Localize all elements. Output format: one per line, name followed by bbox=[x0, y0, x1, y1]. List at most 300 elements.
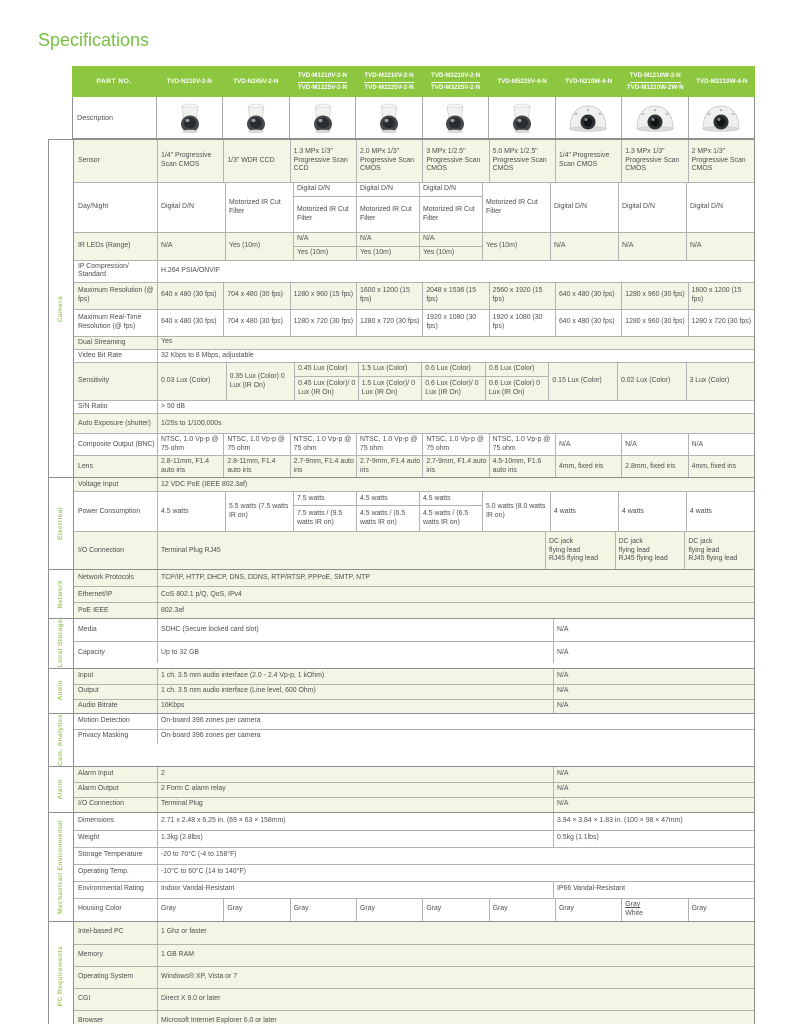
section-rows bbox=[74, 767, 754, 812]
row-label: Memory bbox=[74, 945, 158, 966]
section-label: Alarm bbox=[57, 778, 65, 800]
spec-cell: Gray bbox=[223, 899, 289, 921]
spec-subcell: 4.5 watts bbox=[423, 494, 451, 502]
spec-cell-split bbox=[419, 233, 482, 260]
spec-cell: On-board 396 zones per camera bbox=[161, 716, 261, 724]
section-pc-requirements bbox=[48, 922, 755, 1024]
part-no-header-row bbox=[72, 66, 755, 97]
part-no-text: TVD-M2225V-2-N bbox=[364, 83, 414, 91]
spec-cell-line: flying lead bbox=[618, 546, 650, 554]
spec-row bbox=[74, 260, 754, 282]
spec-cell: N/A bbox=[553, 619, 754, 641]
spec-cell: NTSC, 1.0 Vp-p @ 75 ohm bbox=[223, 434, 289, 455]
spec-row bbox=[74, 714, 754, 729]
spec-cell: 2560 x 1920 (15 fps) bbox=[489, 283, 555, 309]
spec-cell: Direct X 9.0 or later bbox=[161, 994, 221, 1002]
wedge-camera-image bbox=[633, 102, 677, 134]
spec-cell: 1/25s to 1/100,000s bbox=[161, 419, 222, 427]
row-label: Intel-based PC bbox=[74, 922, 158, 944]
section-sidebar bbox=[49, 570, 74, 618]
row-label: Audio Bitrate bbox=[74, 700, 158, 713]
spec-row bbox=[74, 140, 754, 182]
spec-cell-split bbox=[356, 183, 419, 232]
spec-cell: 1600 x 1200 (15 fps) bbox=[688, 283, 754, 309]
section-sidebar bbox=[49, 714, 74, 766]
spec-cell bbox=[615, 532, 685, 569]
section-local-storage bbox=[48, 619, 755, 668]
spec-subcell: 4.5 watts bbox=[360, 494, 388, 502]
row-label: Maximum Real-Time Resolution (@ fps) bbox=[74, 310, 158, 336]
spec-row bbox=[74, 966, 754, 988]
spec-sections bbox=[48, 139, 755, 1024]
spec-cell: Gray bbox=[290, 899, 356, 921]
spec-cell: N/A bbox=[618, 233, 686, 260]
spec-cell: 1 ch. 3.5 mm audio interface (Line level, 600 Ohm) bbox=[161, 687, 316, 695]
spec-cell: 2 Form C alarm relay bbox=[161, 785, 226, 793]
spec-row bbox=[74, 349, 754, 362]
spec-subcell: N/A bbox=[423, 235, 435, 243]
page-title: Specifications bbox=[38, 30, 150, 50]
spec-cell-line: RJ45 flying lead bbox=[618, 555, 668, 563]
spec-row bbox=[74, 433, 754, 455]
spec-row bbox=[74, 336, 754, 349]
part-no-column-3 bbox=[289, 66, 356, 97]
spec-cell: NTSC, 1.0 Vp-p @ 75 ohm bbox=[161, 436, 219, 452]
spec-row bbox=[74, 729, 754, 744]
dome-camera-image bbox=[505, 100, 539, 136]
spec-cell: 2.8mm, fixed iris bbox=[621, 456, 687, 477]
spec-cell: Yes (10m) bbox=[482, 233, 550, 260]
spec-row bbox=[74, 619, 754, 641]
spec-cell: 3 MPx 1/2.5" Progressive Scan CMOS bbox=[422, 140, 488, 182]
spec-cell: SDHC (Secure locked card slot) bbox=[161, 626, 259, 634]
spec-cell-split bbox=[293, 183, 356, 232]
spec-cell: -10°C to 60°C (14 to 140°F) bbox=[161, 868, 246, 876]
spec-cell: N/A bbox=[555, 434, 621, 455]
spec-cell: NTSC, 1.0 Vp-p @ 75 ohm bbox=[422, 434, 488, 455]
spec-cell: Terminal Plug RJ45 bbox=[161, 546, 221, 554]
spec-cell-split bbox=[356, 492, 419, 531]
spec-cell: 2.71 x 2.48 x 6.25 in. (69 × 63 × 158mm) bbox=[161, 816, 286, 824]
spec-row bbox=[74, 182, 754, 232]
wedge-camera-image bbox=[699, 102, 743, 134]
spec-cell: Gray bbox=[422, 899, 488, 921]
part-no-text: TVD-M2210V-2-N bbox=[364, 71, 413, 83]
section-alarm bbox=[48, 767, 755, 813]
description-label: Description bbox=[73, 97, 157, 138]
spec-row bbox=[74, 491, 754, 531]
spec-subcell: 0.45 Lux (Color)/ 0 Lux (IR On) bbox=[295, 376, 358, 400]
part-no-column-8 bbox=[622, 66, 689, 97]
row-label: Voltage Input bbox=[74, 478, 158, 491]
spec-cell: Yes bbox=[161, 338, 173, 346]
spec-row bbox=[74, 684, 754, 699]
section-electrical bbox=[48, 478, 755, 570]
row-label: I/O Connection bbox=[74, 798, 158, 812]
spec-cell: 1920 x 1080 (30 fps) bbox=[422, 310, 488, 336]
spec-cell: 1.3 MPx 1/3" Progressive Scan CCD bbox=[290, 140, 356, 182]
row-label: Storage Temperature bbox=[74, 848, 158, 864]
spec-cell: Yes (10m) bbox=[225, 233, 293, 260]
spec-cell bbox=[545, 532, 615, 569]
spec-cell: 1/4" Progressive Scan CMOS bbox=[161, 152, 212, 168]
spec-cell: 640 x 480 (30 fps) bbox=[161, 291, 217, 299]
spec-subcell: 0.6 Lux (Color) bbox=[425, 365, 471, 373]
spec-cell: Indoor Vandal-Resistant bbox=[161, 885, 235, 893]
section-rows bbox=[74, 922, 754, 1024]
spec-cell: 2 MPx 1/3" Progressive Scan CMOS bbox=[688, 140, 754, 182]
section-label: PC Requirements bbox=[57, 946, 65, 1007]
spec-cell: 1.3kg (2.8lbs) bbox=[161, 834, 203, 842]
part-no-text: TVD-M1225V-2-N bbox=[297, 83, 347, 91]
spec-cell: Gray bbox=[489, 899, 555, 921]
spec-cell: 704 x 480 (30 fps) bbox=[223, 283, 289, 309]
spec-row bbox=[74, 898, 754, 921]
dome-camera-image bbox=[438, 100, 472, 136]
part-no-text: TVD-N210V-2-N bbox=[166, 77, 212, 85]
spec-cell-split bbox=[356, 233, 419, 260]
row-label: Maximum Resolution (@ fps) bbox=[74, 283, 158, 309]
section-label: Camera bbox=[57, 295, 65, 322]
part-no-text: TVD-M2210W-4-N bbox=[696, 77, 748, 85]
spec-subcell: Motorized IR Cut Filter bbox=[420, 196, 482, 232]
spec-cell: 2.7-9mm, F1.4 auto iris bbox=[422, 456, 488, 477]
camera-image-cell-7 bbox=[555, 97, 621, 138]
spec-cell: N/A bbox=[686, 233, 754, 260]
spec-cell-split bbox=[485, 363, 549, 400]
spec-cell: 4mm, fixed iris bbox=[688, 456, 754, 477]
section-label: Mechanical/ Environmental bbox=[57, 819, 65, 914]
spec-cell: -20 to 70°C (-4 to 158°F) bbox=[161, 851, 237, 859]
spec-cell: Gray bbox=[688, 899, 754, 921]
spec-table bbox=[48, 66, 755, 1024]
spec-row bbox=[74, 362, 754, 400]
spec-cell: 640 x 480 (30 fps) bbox=[555, 310, 621, 336]
spec-cell: 1920 x 1080 (30 fps) bbox=[489, 310, 555, 336]
spec-subcell: Motorized IR Cut Filter bbox=[294, 196, 356, 232]
spec-row bbox=[74, 641, 754, 663]
row-label: IR LEDs (Range) bbox=[74, 233, 158, 260]
spec-cell: 2.8-11mm, F1.4 auto iris bbox=[161, 458, 210, 474]
section-rows bbox=[74, 140, 754, 477]
spec-cell bbox=[621, 899, 687, 921]
spec-cell-line: flying lead bbox=[688, 546, 720, 554]
spec-cell-line: Gray bbox=[625, 900, 641, 908]
spec-cell: N/A bbox=[553, 783, 754, 797]
section-mechanical-environmental bbox=[48, 813, 755, 922]
section-rows bbox=[74, 619, 754, 667]
wedge-camera-image bbox=[566, 102, 610, 134]
spec-cell: 1 Ghz or faster bbox=[161, 928, 207, 936]
spec-cell: 704 x 480 (30 fps) bbox=[223, 310, 289, 336]
spec-subcell: Yes (10m) bbox=[420, 246, 482, 260]
spec-cell: Microsoft Internet Explorer 6.0 or later bbox=[161, 1016, 277, 1024]
camera-image-cell-3 bbox=[289, 97, 355, 138]
part-no-text: TVD-M5225V-4-N bbox=[497, 77, 547, 85]
row-label: Alarm Output bbox=[74, 783, 158, 797]
part-no-column-6 bbox=[489, 66, 556, 97]
camera-image-cell-1 bbox=[157, 97, 222, 138]
spec-row bbox=[74, 232, 754, 260]
spec-cell: Gray bbox=[555, 899, 621, 921]
spec-cell: Digital D/N bbox=[618, 183, 686, 232]
dome-camera-image bbox=[239, 100, 273, 136]
spec-cell: Up to 32 GB bbox=[161, 648, 199, 656]
spec-cell-line: DC jack bbox=[618, 537, 643, 545]
row-label: Auto Exposure (shutter) bbox=[74, 414, 158, 433]
spec-cell: N/A bbox=[553, 642, 754, 663]
camera-image-cell-9 bbox=[688, 97, 754, 138]
part-no-label: PART NO. bbox=[96, 78, 132, 85]
row-label: I/O Connection bbox=[74, 532, 158, 569]
section-sidebar bbox=[49, 922, 74, 1024]
section-label: Audio bbox=[57, 680, 65, 701]
spec-subcell: 0.6 Lux (Color) 0 Lux (IR On) bbox=[486, 376, 549, 400]
part-no-text: TVD-M3225V-2-N bbox=[430, 83, 481, 91]
row-label: Privacy Masking bbox=[74, 730, 158, 744]
spec-row bbox=[74, 413, 754, 433]
spec-cell: On-board 396 zones per camera bbox=[161, 732, 261, 740]
spec-cell: IP66 Vandal-Resistant bbox=[553, 882, 754, 898]
spec-subcell: N/A bbox=[297, 235, 309, 243]
spec-row bbox=[74, 699, 754, 713]
row-label: Sensor bbox=[74, 140, 158, 182]
section-sidebar bbox=[49, 813, 74, 921]
section-label: Cam. Analytics bbox=[57, 713, 65, 766]
part-no-column-2 bbox=[223, 66, 290, 97]
spec-cell: 2.7-9mm, F1.4 auto iris bbox=[356, 456, 422, 477]
spec-row bbox=[74, 602, 754, 618]
spec-cell: 12 VDC PoE (IEEE 802.3af) bbox=[161, 480, 248, 488]
spec-subcell: 1.5 Lux (Color)/ 0 Lux (IR On) bbox=[359, 376, 422, 400]
part-no-column-9 bbox=[689, 66, 756, 97]
spec-cell: CoS 802.1 p/Q, QoS, IPv4 bbox=[161, 590, 242, 598]
spec-cell: 2.0 MPx 1/3" Progressive Scan CMOS bbox=[356, 140, 422, 182]
part-no-text: TVD-M3210V-2-N bbox=[431, 71, 480, 83]
row-label: Dimensions bbox=[74, 813, 158, 830]
row-label: Input bbox=[74, 669, 158, 684]
spec-cell: 3 Lux (Color) bbox=[686, 363, 755, 400]
spec-cell: > 50 dB bbox=[161, 402, 185, 410]
spec-cell-split bbox=[419, 183, 482, 232]
spec-row bbox=[74, 797, 754, 812]
section-label: Local Storage bbox=[57, 619, 65, 668]
spec-cell: 32 Kbps to 8 Mbps, adjustable bbox=[161, 351, 254, 359]
row-label: PoE IEEE bbox=[74, 603, 158, 618]
spec-row bbox=[74, 944, 754, 966]
spec-cell: 4 watts bbox=[686, 492, 754, 531]
spec-cell: 1280 x 720 (30 fps) bbox=[356, 310, 422, 336]
spec-cell-line: RJ45 flying lead bbox=[688, 555, 738, 563]
section-cam-analytics bbox=[48, 714, 755, 767]
spec-cell-line: White bbox=[625, 909, 643, 917]
spec-subcell: 1.5 Lux (Color) bbox=[361, 365, 408, 373]
row-label: Video Bit Rate bbox=[74, 350, 158, 362]
spec-row bbox=[74, 478, 754, 491]
spec-cell: 0.5kg (1.1lbs) bbox=[553, 831, 754, 847]
row-label: Operating System bbox=[74, 967, 158, 988]
spec-cell-split bbox=[358, 363, 422, 400]
row-label: Operating Temp. bbox=[74, 865, 158, 881]
spec-cell: N/A bbox=[553, 798, 754, 812]
spec-cell-line: DC jack bbox=[688, 537, 713, 545]
section-sidebar bbox=[49, 619, 74, 667]
spec-subcell: Digital D/N bbox=[423, 185, 456, 193]
part-no-column-4 bbox=[356, 66, 423, 97]
dome-camera-image bbox=[306, 100, 340, 136]
spec-cell-split bbox=[294, 363, 358, 400]
spec-subcell: Yes (10m) bbox=[357, 246, 419, 260]
row-label: Output bbox=[74, 685, 158, 699]
section-sidebar bbox=[49, 669, 74, 713]
spec-cell: 5.0 MPx 1/2.5" Progressive Scan CMOS bbox=[489, 140, 555, 182]
spec-row bbox=[74, 669, 754, 684]
spec-cell: Motorized IR Cut Filter bbox=[225, 183, 293, 232]
row-label: IP Compression/ Standard bbox=[74, 261, 158, 282]
spec-subcell: 0.6 Lux (Color) bbox=[488, 365, 535, 373]
spec-cell: 4 watts bbox=[550, 492, 618, 531]
spec-row bbox=[74, 570, 754, 586]
spec-cell: 4 watts bbox=[618, 492, 686, 531]
spec-cell: N/A bbox=[161, 242, 173, 250]
part-no-column-5 bbox=[422, 66, 489, 97]
spec-cell: N/A bbox=[550, 233, 618, 260]
section-sidebar bbox=[49, 140, 74, 477]
spec-cell: 4.5-10mm, F1.6 auto iris bbox=[489, 456, 555, 477]
section-sidebar bbox=[49, 478, 74, 569]
spec-cell: NTSC, 1.0 Vp-p @ 75 ohm bbox=[356, 434, 422, 455]
row-label: Ethernet/IP bbox=[74, 587, 158, 602]
spec-subcell: 0.6 Lux (Color)/ 0 Lux (IR On) bbox=[422, 376, 485, 400]
spec-cell: 640 x 480 (30 fps) bbox=[161, 318, 217, 326]
row-label: Media bbox=[74, 619, 158, 641]
spec-cell-split bbox=[293, 233, 356, 260]
spec-cell: 1280 x 720 (30 fps) bbox=[290, 310, 356, 336]
spec-subcell: Yes (10m) bbox=[294, 246, 356, 260]
spec-row bbox=[74, 813, 754, 830]
spec-cell: N/A bbox=[553, 767, 754, 782]
section-network bbox=[48, 570, 755, 619]
spec-cell bbox=[684, 532, 754, 569]
spec-row bbox=[74, 830, 754, 847]
spec-cell-split bbox=[419, 492, 482, 531]
spec-cell: Digital D/N bbox=[550, 183, 618, 232]
camera-image-cell-4 bbox=[355, 97, 421, 138]
spec-cell: H.264 PSIA/ONVIF bbox=[161, 266, 220, 274]
spec-cell-line: flying lead bbox=[549, 546, 581, 554]
spec-subcell: 4.5 watts / (6.5 watts IR on) bbox=[357, 505, 419, 531]
row-label: Capacity bbox=[74, 642, 158, 663]
spec-cell: Terminal Plug bbox=[161, 800, 203, 808]
spec-cell: Gray bbox=[161, 905, 176, 913]
row-label: Alarm Input bbox=[74, 767, 158, 782]
section-camera bbox=[48, 139, 755, 478]
spec-cell: N/A bbox=[553, 700, 754, 713]
spec-cell-line: RJ45 flying lead bbox=[549, 555, 599, 563]
section-rows bbox=[74, 570, 754, 618]
spec-cell-line: DC jack bbox=[549, 537, 574, 545]
spec-cell: 16Kbps bbox=[161, 701, 185, 709]
section-rows bbox=[74, 669, 754, 713]
spec-subcell: Motorized IR Cut Filter bbox=[357, 196, 419, 232]
spec-cell: Windows® XP, Vista or 7 bbox=[161, 972, 238, 980]
spec-cell: Digital D/N bbox=[686, 183, 754, 232]
spec-row bbox=[74, 455, 754, 477]
section-sidebar bbox=[49, 767, 74, 812]
spec-cell: 1280 x 960 (30 fps) bbox=[621, 283, 687, 309]
row-label: S/N Ratio bbox=[74, 401, 158, 413]
camera-image-cell-2 bbox=[222, 97, 288, 138]
spec-cell: N/A bbox=[553, 669, 754, 684]
spec-row bbox=[74, 922, 754, 944]
spec-cell: 0.35 Lux (Color) 0 Lux (IR On) bbox=[226, 363, 295, 400]
spec-cell: NTSC, 1.0 Vp-p @ 75 ohm bbox=[290, 434, 356, 455]
part-no-text: TVD-N245V-2-N bbox=[233, 77, 279, 85]
spec-cell: 0.15 Lux (Color) bbox=[548, 363, 617, 400]
spec-cell: 1 ch. 3.5 mm audio interface (2.0 - 2.4 Vp-p, 1 kOhm) bbox=[161, 671, 325, 679]
part-no-column-1 bbox=[156, 66, 223, 97]
row-label: Environmental Rating bbox=[74, 882, 158, 898]
spec-cell: 2.7-9mm, F1.4 auto iris bbox=[290, 456, 356, 477]
spec-cell: 4mm, fixed iris bbox=[555, 456, 621, 477]
part-no-column-7 bbox=[555, 66, 622, 97]
spec-cell: 2.8-11mm, F1.4 auto iris bbox=[223, 456, 289, 477]
spec-row bbox=[74, 282, 754, 309]
spec-cell: Digital D/N bbox=[161, 203, 194, 211]
section-rows bbox=[74, 478, 754, 569]
spec-row bbox=[74, 767, 754, 782]
spec-row bbox=[74, 1010, 754, 1024]
spec-cell: 802.3af bbox=[161, 606, 184, 614]
description-row bbox=[72, 97, 755, 139]
camera-image-cell-6 bbox=[488, 97, 554, 138]
spec-cell: 5.5 watts (7.5 watts IR on) bbox=[225, 492, 293, 531]
spec-cell: N/A bbox=[553, 685, 754, 699]
section-label: Electrical bbox=[57, 507, 65, 541]
spec-cell: 1280 x 720 (30 fps) bbox=[688, 310, 754, 336]
spec-cell: 3.94 × 3.84 × 1.83 in. (100 × 98 × 47mm) bbox=[553, 813, 754, 830]
spec-row bbox=[74, 586, 754, 602]
spec-row bbox=[74, 881, 754, 898]
spec-cell: 1280 x 960 (15 fps) bbox=[290, 283, 356, 309]
spec-cell: 1600 x 1200 (15 fps) bbox=[356, 283, 422, 309]
spec-cell: N/A bbox=[621, 434, 687, 455]
section-rows bbox=[74, 813, 754, 921]
part-no-text: TVD-N210W-4-N bbox=[565, 77, 613, 85]
spec-cell: Motorized IR Cut Filter bbox=[482, 183, 550, 232]
spec-subcell: 0.45 Lux (Color) bbox=[298, 365, 348, 373]
spec-cell: N/A bbox=[688, 434, 754, 455]
spec-cell: 1/3" WDR CCD bbox=[223, 140, 289, 182]
camera-image-cell-8 bbox=[621, 97, 687, 138]
section-rows bbox=[74, 714, 754, 766]
row-label: Motion Detection bbox=[74, 714, 158, 729]
row-label: Housing Color bbox=[74, 899, 158, 921]
row-label: Browser bbox=[74, 1011, 158, 1024]
part-no-text: TVD-M1210V-2-N bbox=[298, 71, 347, 83]
spec-cell: 1280 x 960 (30 fps) bbox=[621, 310, 687, 336]
spec-row bbox=[74, 309, 754, 336]
part-no-text: TVD-M1210W-2W-N bbox=[626, 83, 684, 91]
spec-cell: 0.03 Lux (Color) bbox=[161, 377, 211, 385]
spec-row bbox=[74, 847, 754, 864]
spec-row bbox=[74, 782, 754, 797]
row-label: Day/Night bbox=[74, 183, 158, 232]
spec-cell: 1/4" Progressive Scan CMOS bbox=[555, 140, 621, 182]
row-label: Composite Output (BNC) bbox=[74, 434, 158, 455]
dome-camera-image bbox=[173, 100, 207, 136]
spec-subcell: N/A bbox=[360, 235, 372, 243]
